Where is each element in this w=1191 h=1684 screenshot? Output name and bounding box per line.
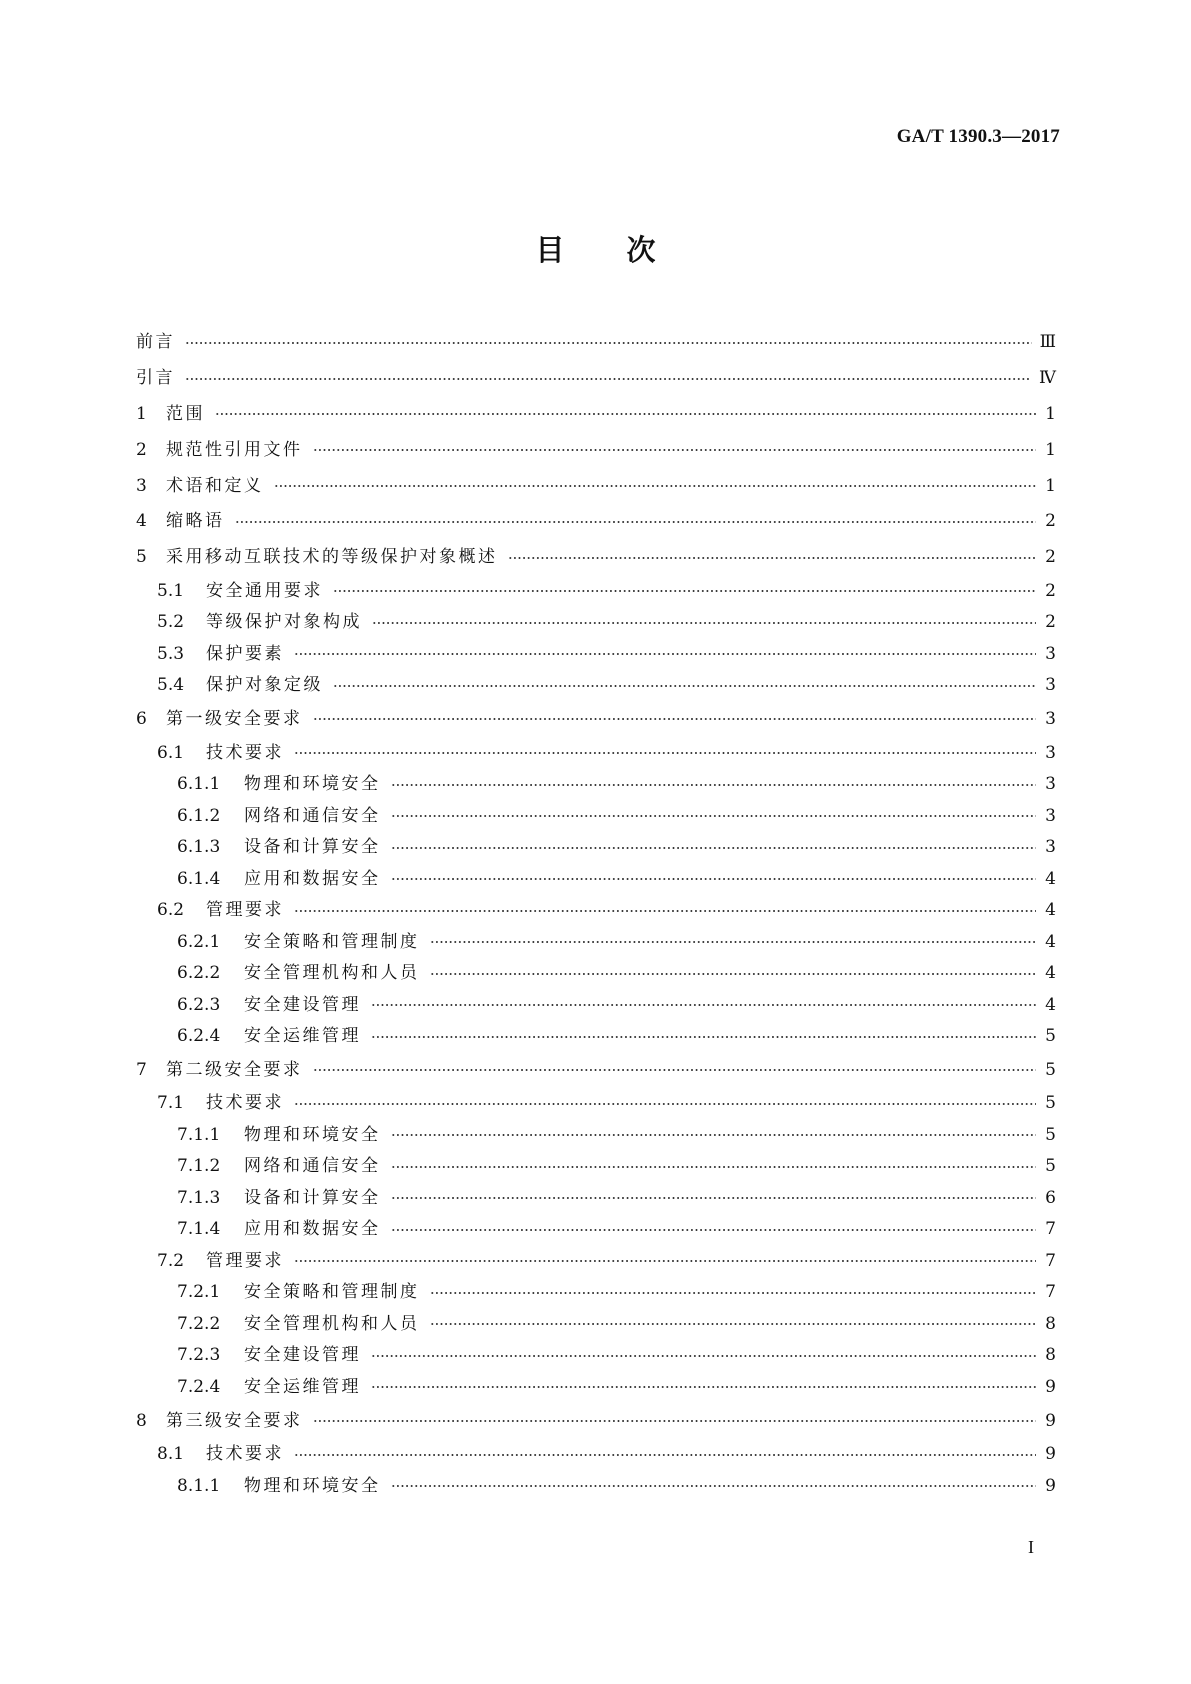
toc-entry-label: 设备和计算安全 bbox=[244, 837, 381, 858]
toc-entry[interactable] bbox=[136, 1470, 1056, 1502]
toc-entry-page: 4 bbox=[1045, 994, 1056, 1015]
toc-dot-leader bbox=[313, 1069, 1037, 1071]
toc-entry-number: 6.1 bbox=[157, 742, 185, 763]
toc-entry-page: 7 bbox=[1045, 1219, 1056, 1240]
toc-entry-label: 安全策略和管理制度 bbox=[244, 931, 420, 952]
toc-entry-page: 1 bbox=[1045, 439, 1056, 460]
toc-entry-page: Ⅳ bbox=[1039, 368, 1056, 389]
toc-entry-label: 等级保护对象构成 bbox=[206, 612, 362, 633]
toc-dot-leader bbox=[508, 557, 1037, 559]
toc-dot-leader bbox=[372, 622, 1036, 624]
toc-entry[interactable] bbox=[136, 639, 1056, 671]
toc-entry[interactable] bbox=[136, 863, 1056, 895]
toc-entry-page: 5 bbox=[1045, 1124, 1056, 1145]
toc-entry[interactable] bbox=[136, 800, 1056, 832]
toc-dot-leader bbox=[430, 1292, 1037, 1294]
toc-entry-page: 3 bbox=[1045, 805, 1056, 826]
toc-entry[interactable] bbox=[136, 468, 1056, 504]
toc-entry[interactable] bbox=[136, 325, 1056, 361]
toc-entry-label: 安全运维管理 bbox=[244, 1026, 361, 1047]
toc-entry[interactable] bbox=[136, 1214, 1056, 1246]
toc-entry[interactable] bbox=[136, 1021, 1056, 1053]
toc-entry-number: 8.1.1 bbox=[177, 1475, 221, 1496]
toc-title-part2: 次 bbox=[626, 233, 656, 267]
toc-entry-label: 安全通用要求 bbox=[206, 580, 323, 601]
toc-entry[interactable] bbox=[136, 832, 1056, 864]
toc-entry[interactable] bbox=[136, 1372, 1056, 1404]
toc-entry-page: 3 bbox=[1045, 708, 1056, 729]
toc-entry[interactable] bbox=[136, 989, 1056, 1021]
toc-entry[interactable] bbox=[136, 607, 1056, 639]
toc-entry-label: 安全管理机构和人员 bbox=[244, 1313, 420, 1334]
toc-entry-label: 缩略语 bbox=[166, 511, 225, 532]
toc-entry-page: 7 bbox=[1045, 1282, 1056, 1303]
toc-dot-leader bbox=[294, 1454, 1036, 1456]
toc-dot-leader bbox=[294, 653, 1036, 655]
toc-entry-label: 第三级安全要求 bbox=[166, 1410, 303, 1431]
toc-entry-page: 5 bbox=[1045, 1026, 1056, 1047]
toc-entry[interactable] bbox=[136, 432, 1056, 468]
toc-entry-label: 规范性引用文件 bbox=[166, 439, 303, 460]
toc-entry-page: 4 bbox=[1045, 900, 1056, 921]
toc-entry-label: 技术要求 bbox=[206, 1444, 284, 1465]
toc-dot-leader bbox=[430, 1323, 1037, 1325]
standard-code: GA/T 1390.3—2017 bbox=[896, 126, 1060, 147]
toc-entry-label: 安全策略和管理制度 bbox=[244, 1282, 420, 1303]
toc-dot-leader bbox=[391, 1485, 1037, 1487]
toc-entry-page: 4 bbox=[1045, 868, 1056, 889]
toc-dot-leader bbox=[430, 941, 1037, 943]
toc-entry-page: 6 bbox=[1045, 1187, 1056, 1208]
toc-entry-number: 6.2.2 bbox=[177, 963, 221, 984]
toc-entry-number: 6.2.4 bbox=[177, 1026, 221, 1047]
toc-entry-number: 5.1 bbox=[157, 580, 185, 601]
toc-entry-page: 3 bbox=[1045, 742, 1056, 763]
toc-entry-label: 保护对象定级 bbox=[206, 675, 323, 696]
toc-dot-leader bbox=[274, 485, 1037, 487]
toc-entry[interactable] bbox=[136, 1246, 1056, 1278]
toc-entry-page: 3 bbox=[1045, 643, 1056, 664]
toc-dot-leader bbox=[391, 815, 1037, 817]
toc-entry[interactable] bbox=[136, 1183, 1056, 1215]
toc-dot-leader bbox=[185, 378, 1031, 380]
toc-dot-leader bbox=[294, 1103, 1036, 1105]
toc-title-part1: 目 bbox=[535, 233, 565, 267]
toc-entry-number: 6.2.3 bbox=[177, 994, 221, 1015]
toc-entry-number: 7.1.3 bbox=[177, 1187, 221, 1208]
toc-dot-leader bbox=[294, 910, 1036, 912]
page-number: I bbox=[1028, 1537, 1034, 1557]
toc-entry-label: 术语和定义 bbox=[166, 475, 264, 496]
toc-entry-page: 9 bbox=[1045, 1410, 1056, 1431]
toc-entry-number: 6.1.1 bbox=[177, 774, 221, 795]
toc-entry-number: 5 bbox=[136, 547, 147, 568]
toc-entry-page: 2 bbox=[1045, 511, 1056, 532]
toc-entry-number: 7.2 bbox=[157, 1250, 185, 1271]
toc-dot-leader bbox=[371, 1004, 1036, 1006]
toc-entry-number: 7.2.1 bbox=[177, 1282, 221, 1303]
toc-dot-leader bbox=[391, 1229, 1037, 1231]
toc-entry-page: 9 bbox=[1045, 1475, 1056, 1496]
toc-entry[interactable] bbox=[136, 958, 1056, 990]
toc-entry-page: 5 bbox=[1045, 1059, 1056, 1080]
toc-dot-leader bbox=[371, 1386, 1036, 1388]
toc-entry[interactable] bbox=[136, 1340, 1056, 1372]
toc-entry[interactable] bbox=[136, 1052, 1056, 1088]
toc-entry-label: 安全管理机构和人员 bbox=[244, 963, 420, 984]
toc-entry-label: 范围 bbox=[166, 403, 205, 424]
toc-entry-number: 7.1.2 bbox=[177, 1156, 221, 1177]
toc-entry-label: 网络和通信安全 bbox=[244, 1156, 381, 1177]
toc-dot-leader bbox=[215, 413, 1036, 415]
toc-entry-label: 引言 bbox=[136, 368, 175, 389]
toc-dot-leader bbox=[333, 685, 1036, 687]
toc-entry-number: 6 bbox=[136, 708, 147, 729]
toc-dot-leader bbox=[391, 1197, 1037, 1199]
toc-entry-number: 7 bbox=[136, 1059, 147, 1080]
toc-entry-number: 7.2.4 bbox=[177, 1376, 221, 1397]
toc-entry[interactable] bbox=[136, 504, 1056, 540]
toc-entry-label: 网络和通信安全 bbox=[244, 805, 381, 826]
toc-entry[interactable] bbox=[136, 670, 1056, 702]
toc-entry-number: 6.2.1 bbox=[177, 931, 221, 952]
toc-entry-number: 8.1 bbox=[157, 1444, 185, 1465]
table-of-contents bbox=[136, 325, 1056, 1502]
toc-entry-page: 8 bbox=[1045, 1313, 1056, 1334]
toc-entry-page: 5 bbox=[1045, 1093, 1056, 1114]
toc-entry-page: 1 bbox=[1045, 403, 1056, 424]
toc-entry[interactable] bbox=[136, 1403, 1056, 1439]
toc-entry-page: 3 bbox=[1045, 774, 1056, 795]
toc-entry[interactable] bbox=[136, 895, 1056, 927]
toc-entry-page: Ⅲ bbox=[1039, 332, 1056, 353]
toc-entry-page: 3 bbox=[1045, 675, 1056, 696]
toc-entry-label: 应用和数据安全 bbox=[244, 1219, 381, 1240]
toc-entry[interactable] bbox=[136, 1088, 1056, 1120]
toc-entry-number: 6.1.2 bbox=[177, 805, 221, 826]
toc-entry[interactable] bbox=[136, 737, 1056, 769]
toc-entry-label: 技术要求 bbox=[206, 1093, 284, 1114]
toc-dot-leader bbox=[391, 1166, 1037, 1168]
toc-entry-label: 物理和环境安全 bbox=[244, 1124, 381, 1145]
toc-dot-leader bbox=[391, 847, 1037, 849]
toc-entry-page: 2 bbox=[1045, 580, 1056, 601]
toc-entry-number: 5.2 bbox=[157, 612, 185, 633]
toc-entry-number: 6.2 bbox=[157, 900, 185, 921]
toc-entry-number: 5.4 bbox=[157, 675, 185, 696]
toc-entry-label: 应用和数据安全 bbox=[244, 868, 381, 889]
toc-entry[interactable] bbox=[136, 769, 1056, 801]
toc-dot-leader bbox=[185, 342, 1032, 344]
toc-entry-label: 前言 bbox=[136, 332, 175, 353]
toc-entry-page: 3 bbox=[1045, 837, 1056, 858]
toc-entry-label: 物理和环境安全 bbox=[244, 774, 381, 795]
toc-entry-page: 2 bbox=[1045, 612, 1056, 633]
toc-entry[interactable] bbox=[136, 397, 1056, 433]
toc-entry[interactable] bbox=[136, 1120, 1056, 1152]
toc-entry-label: 安全运维管理 bbox=[244, 1376, 361, 1397]
toc-entry-number: 8 bbox=[136, 1410, 147, 1431]
toc-entry-label: 管理要求 bbox=[206, 900, 284, 921]
toc-dot-leader bbox=[294, 752, 1036, 754]
toc-entry-label: 第一级安全要求 bbox=[166, 708, 303, 729]
toc-entry-page: 4 bbox=[1045, 931, 1056, 952]
toc-entry-page: 8 bbox=[1045, 1345, 1056, 1366]
toc-dot-leader bbox=[333, 590, 1036, 592]
toc-entry-number: 6.1.3 bbox=[177, 837, 221, 858]
toc-entry-number: 2 bbox=[136, 439, 147, 460]
toc-entry-number: 1 bbox=[136, 403, 147, 424]
toc-dot-leader bbox=[313, 1420, 1037, 1422]
toc-entry[interactable] bbox=[136, 1277, 1056, 1309]
toc-entry-label: 管理要求 bbox=[206, 1250, 284, 1271]
toc-entry[interactable] bbox=[136, 1309, 1056, 1341]
toc-dot-leader bbox=[391, 1134, 1037, 1136]
toc-entry-page: 5 bbox=[1045, 1156, 1056, 1177]
toc-entry-number: 3 bbox=[136, 475, 147, 496]
toc-entry[interactable] bbox=[136, 576, 1056, 608]
toc-entry[interactable] bbox=[136, 926, 1056, 958]
toc-entry-number: 7.1 bbox=[157, 1093, 185, 1114]
toc-entry-page: 1 bbox=[1045, 475, 1056, 496]
toc-entry-label: 安全建设管理 bbox=[244, 994, 361, 1015]
toc-dot-leader bbox=[430, 973, 1037, 975]
toc-entry-number: 7.1.4 bbox=[177, 1219, 221, 1240]
toc-dot-leader bbox=[313, 449, 1037, 451]
toc-entry-page: 4 bbox=[1045, 963, 1056, 984]
toc-dot-leader bbox=[391, 878, 1037, 880]
toc-entry-label: 采用移动互联技术的等级保护对象概述 bbox=[166, 547, 498, 568]
toc-entry-page: 7 bbox=[1045, 1250, 1056, 1271]
toc-title bbox=[0, 228, 1191, 269]
toc-entry-label: 第二级安全要求 bbox=[166, 1059, 303, 1080]
toc-entry-number: 4 bbox=[136, 511, 147, 532]
toc-dot-leader bbox=[371, 1355, 1036, 1357]
toc-dot-leader bbox=[294, 1260, 1036, 1262]
toc-entry[interactable] bbox=[136, 702, 1056, 738]
toc-entry-label: 技术要求 bbox=[206, 742, 284, 763]
toc-entry-page: 9 bbox=[1045, 1376, 1056, 1397]
toc-entry-page: 9 bbox=[1045, 1444, 1056, 1465]
toc-entry-label: 保护要素 bbox=[206, 643, 284, 664]
toc-entry-number: 6.1.4 bbox=[177, 868, 221, 889]
toc-dot-leader bbox=[235, 521, 1037, 523]
toc-entry-number: 7.2.3 bbox=[177, 1345, 221, 1366]
toc-entry-page: 2 bbox=[1045, 547, 1056, 568]
toc-dot-leader bbox=[391, 784, 1037, 786]
toc-entry[interactable] bbox=[136, 1151, 1056, 1183]
toc-entry-number: 7.1.1 bbox=[177, 1124, 221, 1145]
toc-dot-leader bbox=[313, 718, 1037, 720]
toc-entry[interactable] bbox=[136, 1439, 1056, 1471]
toc-entry-label: 设备和计算安全 bbox=[244, 1187, 381, 1208]
toc-entry-number: 5.3 bbox=[157, 643, 185, 664]
toc-dot-leader bbox=[371, 1036, 1036, 1038]
toc-entry-label: 安全建设管理 bbox=[244, 1345, 361, 1366]
toc-entry[interactable] bbox=[136, 361, 1056, 397]
toc-entry[interactable] bbox=[136, 540, 1056, 576]
toc-entry-label: 物理和环境安全 bbox=[244, 1475, 381, 1496]
toc-entry-number: 7.2.2 bbox=[177, 1313, 221, 1334]
